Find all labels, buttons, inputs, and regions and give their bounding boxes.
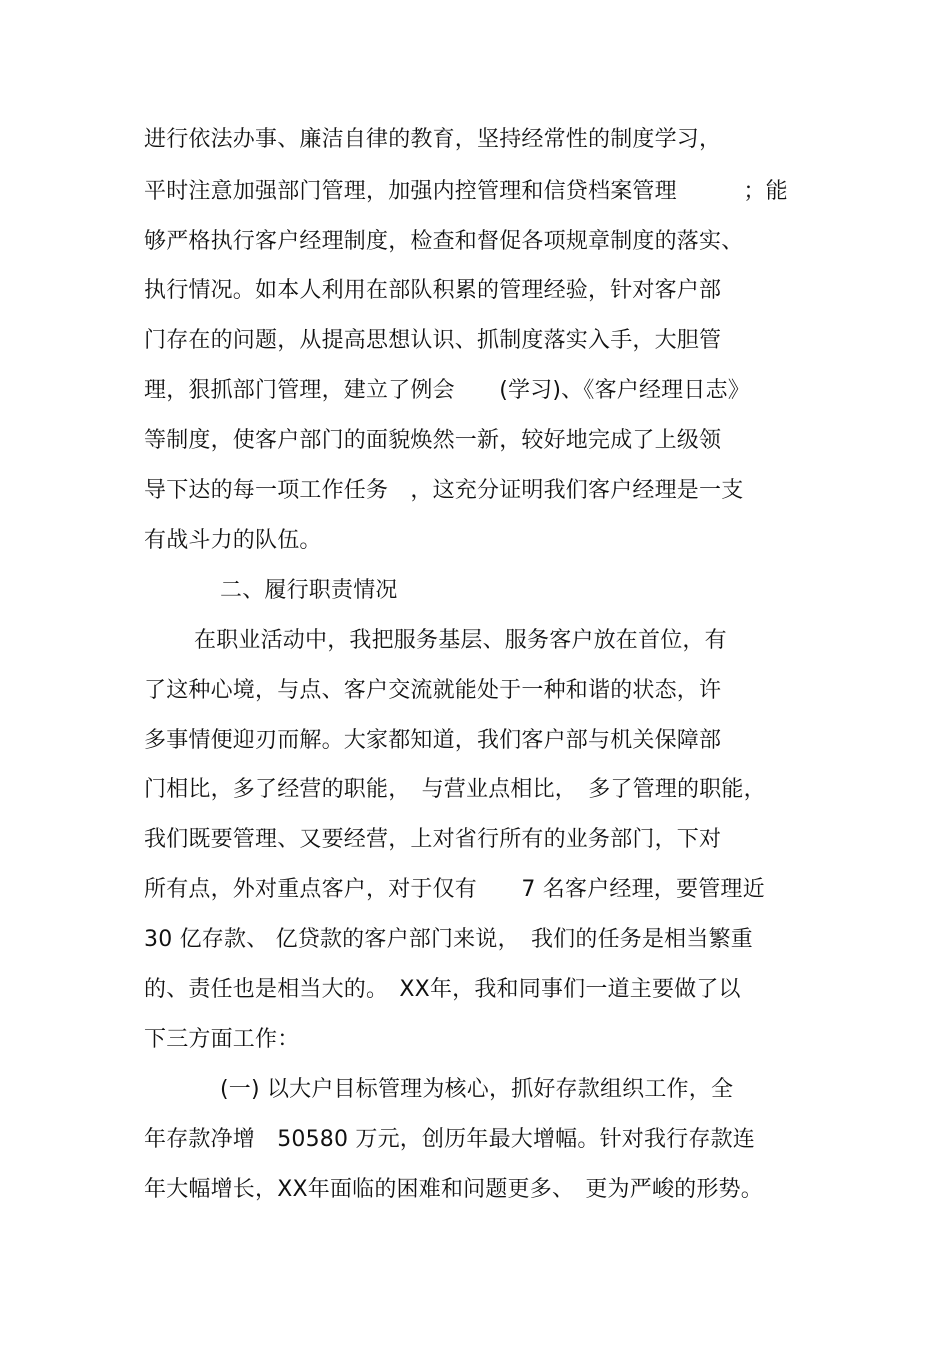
text-line-18: 的、责任也是相当大的。 XX年，我和同事们一道主要做了以	[144, 977, 741, 1002]
text-line-11: 在职业活动中，我把服务基层、服务客户放在首位，有	[194, 628, 727, 653]
text-line-21: 年存款净增 50580 万元，创历年最大增幅。针对我行存款连	[144, 1127, 755, 1152]
text-line-16: 所有点，外对重点客户，对于仅有 7 名客户经理，要管理近	[144, 877, 765, 902]
text-line-20: (一) 以大户目标管理为核心，抓好存款组织工作，全	[220, 1077, 734, 1102]
text-line-15: 我们既要管理、又要经营，上对省行所有的业务部门，下对	[144, 827, 722, 852]
text-line-14: 门相比，多了经营的职能， 与营业点相比， 多了管理的职能，	[144, 777, 766, 802]
text-line-4: 执行情况。如本人利用在部队积累的管理经验，针对客户部	[144, 278, 722, 303]
text-line-12: 了这种心境，与点、客户交流就能处于一种和谐的状态，许	[144, 678, 722, 703]
text-line-22: 年大幅增长，XX年面临的困难和问题更多、 更为严峻的形势。	[144, 1177, 763, 1202]
text-line-8: 导下达的每一项工作任务 ，这充分证明我们客户经理是一支	[144, 478, 744, 503]
text-line-1: 进行依法办事、廉洁自律的教育，坚持经常性的制度学习，	[144, 127, 722, 152]
text-line-2: 平时注意加强部门管理，加强内控管理和信贷档案管理 ；能	[144, 179, 788, 204]
text-line-5: 门存在的问题，从提高思想认识、抓制度落实入手，大胆管	[144, 328, 722, 353]
text-line-6: 理，狠抓部门管理，建立了例会 (学习)、《客户经理日志》	[144, 378, 750, 403]
text-line-9: 有战斗力的队伍。	[144, 528, 322, 553]
text-line-7: 等制度，使客户部门的面貌焕然一新，较好地完成了上级领	[144, 428, 722, 453]
text-line-19: 下三方面工作：	[144, 1027, 300, 1052]
text-line-13: 多事情便迎刃而解。大家都知道，我们客户部与机关保障部	[144, 728, 722, 753]
section-heading: 二、履行职责情况	[220, 578, 398, 603]
text-line-17: 30 亿存款、 亿贷款的客户部门来说， 我们的任务是相当繁重	[144, 927, 753, 952]
text-line-3: 够严格执行客户经理制度，检查和督促各项规章制度的落实、	[144, 229, 744, 254]
